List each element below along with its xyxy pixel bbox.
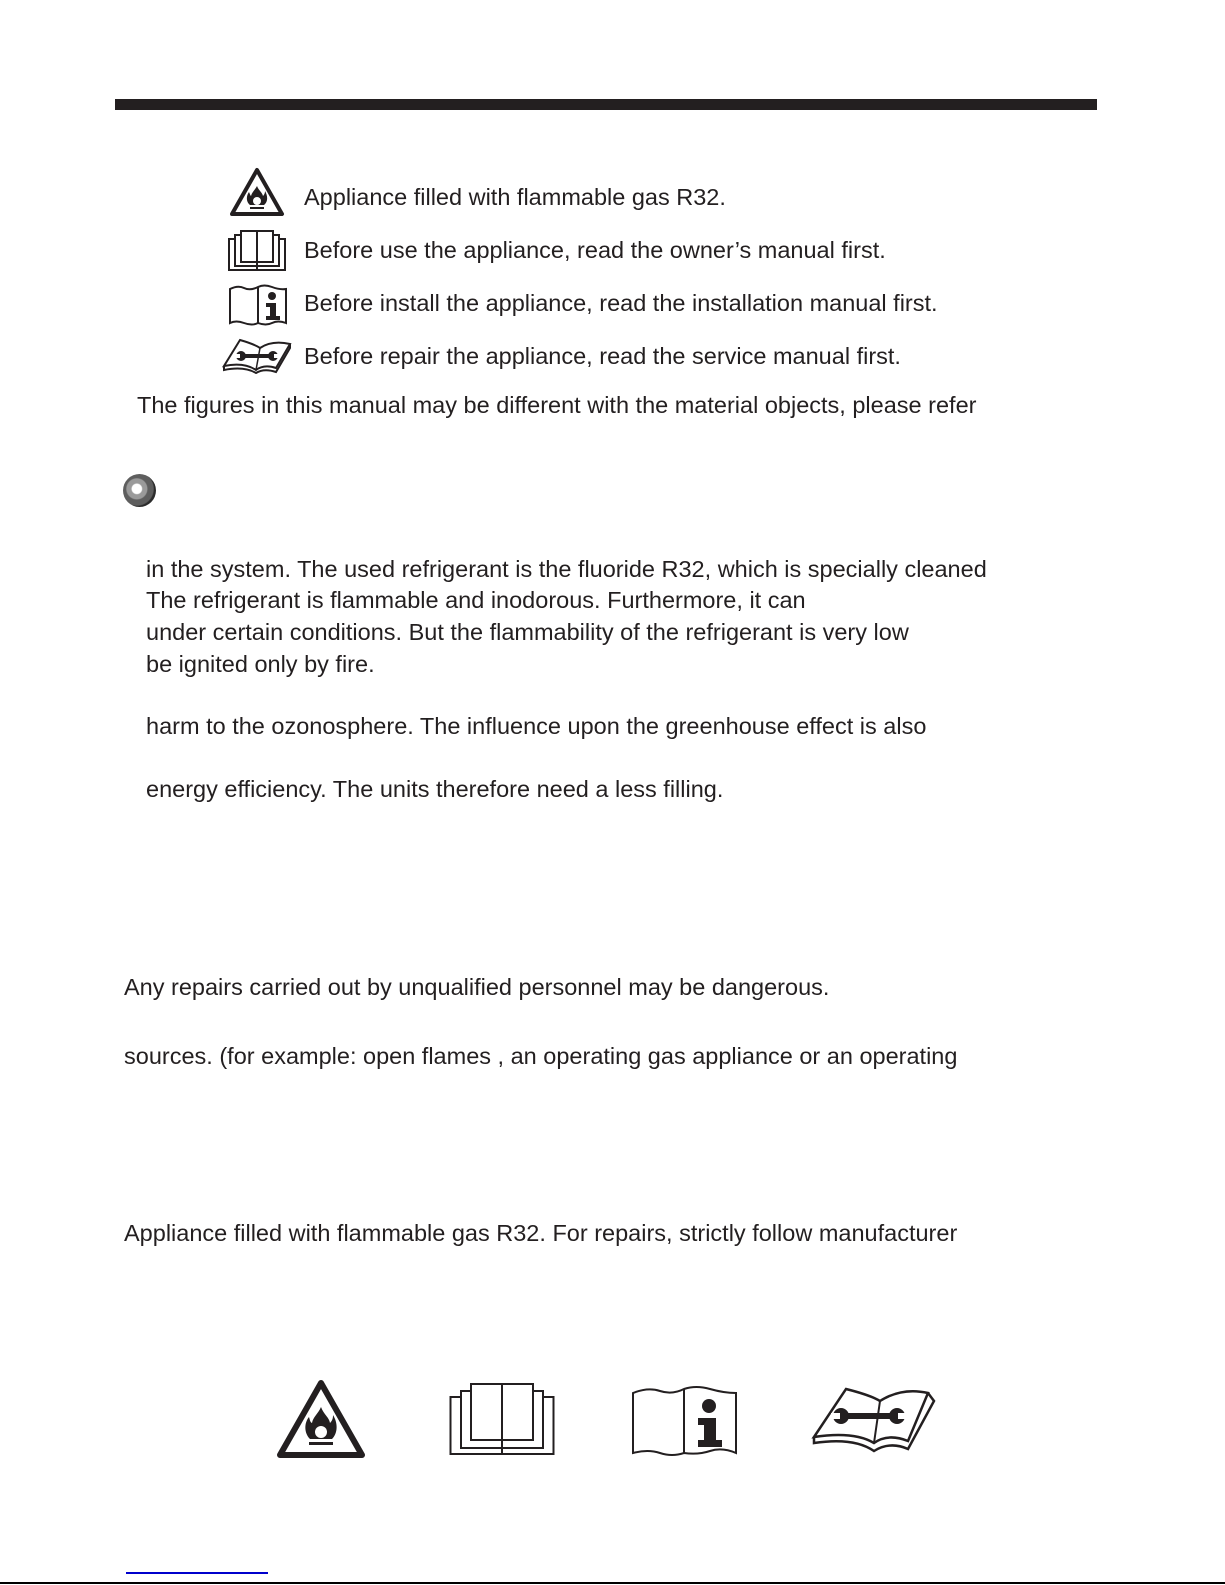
symbol-text-flammable: Appliance filled with flammable gas R32. xyxy=(304,184,726,210)
symbol-text-installation-manual: Before install the appliance, read the installation manual first. xyxy=(304,290,938,316)
header-rule xyxy=(115,99,1097,110)
installation-manual-icon xyxy=(630,1383,738,1459)
footer-rule xyxy=(0,1582,1225,1584)
service-manual-icon xyxy=(220,338,292,374)
refrigerant-line: under certain conditions. But the flammability of the refrigerant is very low xyxy=(146,619,909,645)
refrigerant-line: energy efficiency. The units therefore need a less filling. xyxy=(146,776,724,802)
refrigerant-line: in the system. The used refrigerant is the fluoride R32, which is specially cleaned xyxy=(146,556,987,582)
refrigerant-line: be ignited only by fire. xyxy=(146,651,375,677)
figures-note: The figures in this manual may be different with the material objects, please refer xyxy=(137,392,977,418)
symbol-text-service-manual: Before repair the appliance, read the service manual first. xyxy=(304,343,901,369)
flammable-warning-icon xyxy=(228,166,286,218)
service-manual-icon xyxy=(810,1383,938,1455)
flammable-warning-icon xyxy=(274,1377,368,1461)
warning-line: Appliance filled with flammable gas R32. For repairs, strictly follow manufacturer xyxy=(124,1220,958,1246)
warning-line: sources. (for example: open flames , an operating gas appliance or an operating xyxy=(124,1043,958,1069)
section-bullet-icon xyxy=(123,474,156,507)
owners-manual-icon xyxy=(228,230,288,272)
warning-line: Any repairs carried out by unqualified personnel may be dangerous. xyxy=(124,974,830,1000)
refrigerant-line: The refrigerant is flammable and inodorous. Furthermore, it can xyxy=(146,587,806,613)
owners-manual-icon xyxy=(449,1382,555,1456)
installation-manual-icon xyxy=(228,283,288,327)
footnote-link-underline[interactable] xyxy=(126,1572,268,1574)
symbol-text-owners-manual: Before use the appliance, read the owner’s manual first. xyxy=(304,237,886,263)
refrigerant-line: harm to the ozonosphere. The influence upon the greenhouse effect is also xyxy=(146,713,927,739)
